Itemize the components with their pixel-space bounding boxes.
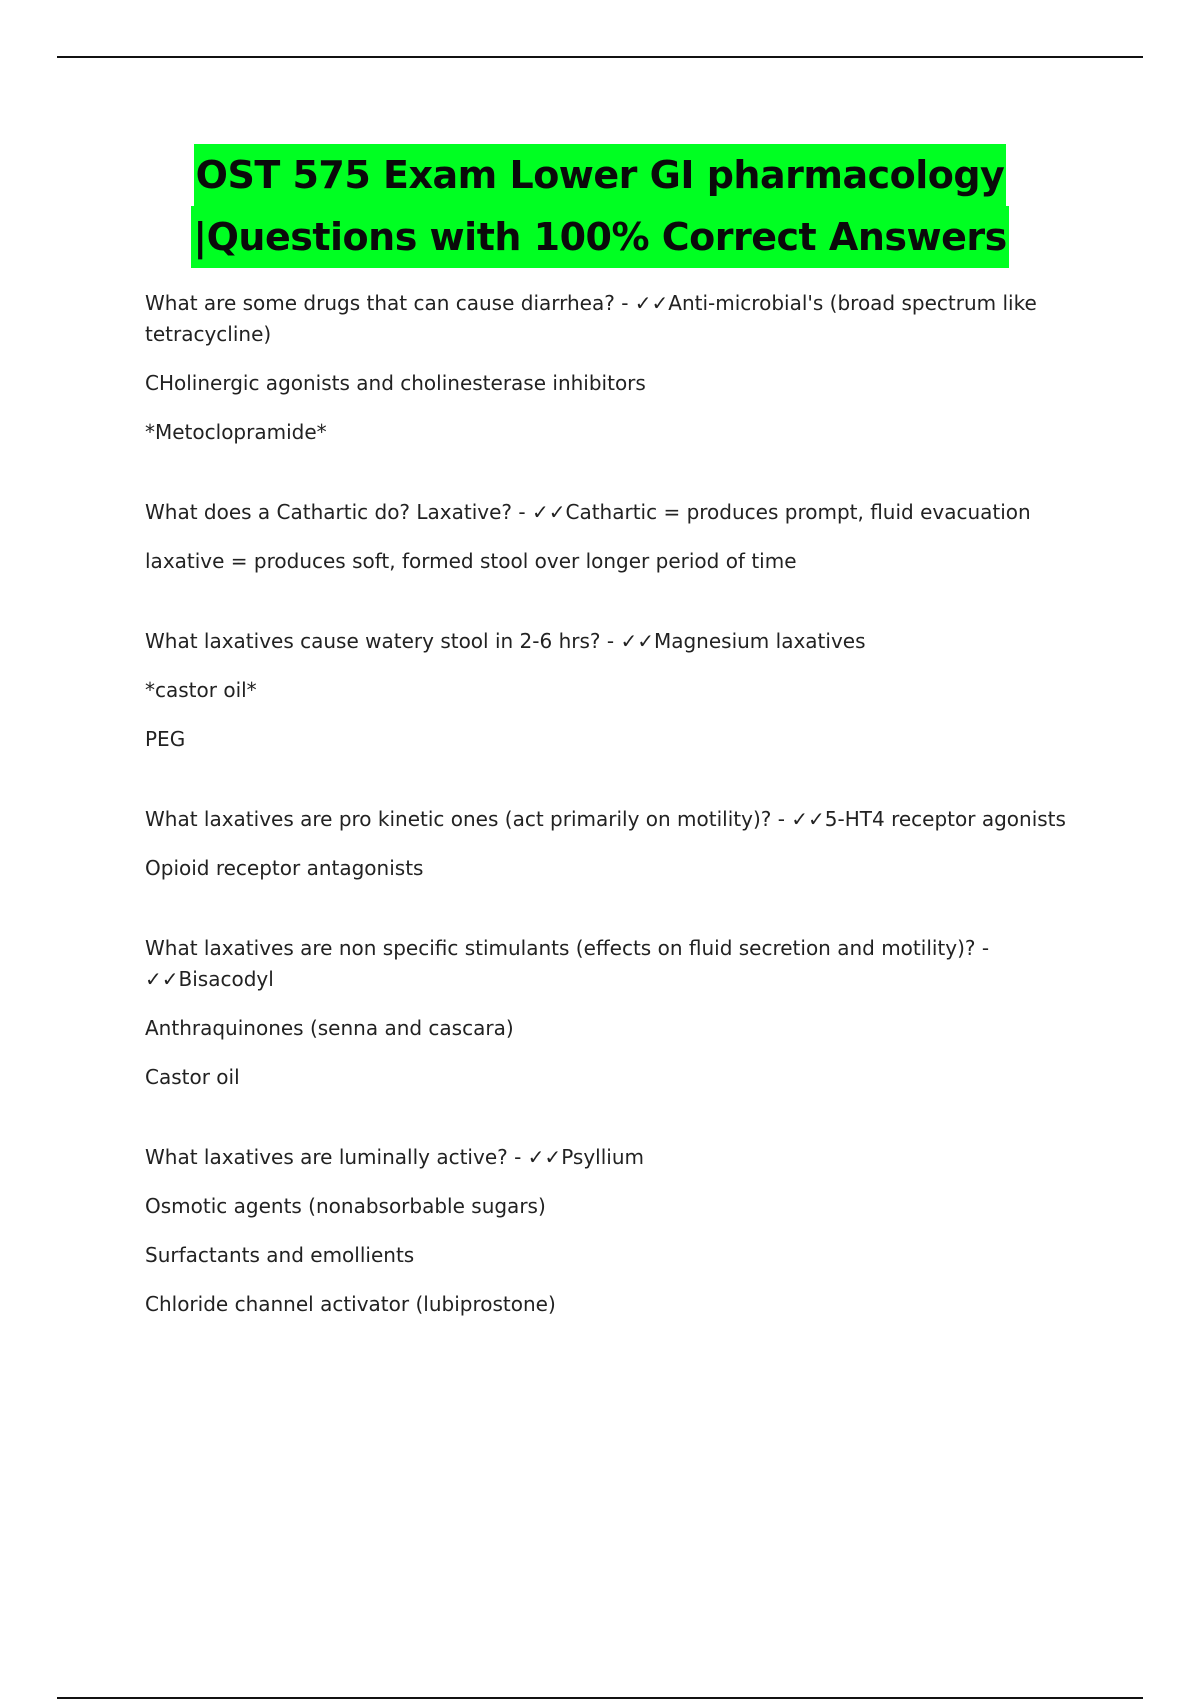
top-rule — [57, 56, 1143, 58]
answer-line: Castor oil — [145, 1065, 240, 1089]
qa-item — [145, 804, 1075, 884]
answer-line: *Metoclopramide* — [145, 420, 327, 444]
qa-item — [145, 497, 1075, 577]
qa-item — [145, 288, 1075, 448]
question-text: What are some drugs that can cause diarrhea? - ✓✓Anti-microbial's (broad spectrum like tetracycline) — [145, 291, 1037, 346]
qa-item — [145, 626, 1075, 755]
title-line-2: |Questions with 100% Correct Answers — [191, 206, 1009, 268]
answer-line: laxative = produces soft, formed stool over longer period of time — [145, 549, 797, 573]
question-text: What laxatives cause watery stool in 2-6 hrs? - ✓✓Magnesium laxatives — [145, 629, 866, 653]
answer-line: Surfactants and emollients — [145, 1243, 415, 1267]
answer-line: Osmotic agents (nonabsorbable sugars) — [145, 1194, 546, 1218]
title-line-1: OST 575 Exam Lower GI pharmacology — [194, 144, 1007, 206]
question-text: What does a Cathartic do? Laxative? - ✓✓Cathartic = produces prompt, fluid evacuation — [145, 500, 1031, 524]
question-text: What laxatives are luminally active? - ✓✓Psyllium — [145, 1145, 644, 1169]
answer-line: *castor oil* — [145, 678, 257, 702]
answer-line: Opioid receptor antagonists — [145, 856, 424, 880]
bottom-rule — [57, 1697, 1143, 1699]
qa-list — [145, 288, 1075, 1369]
answer-line: CHolinergic agonists and cholinesterase inhibitors — [145, 371, 646, 395]
answer-line: Chloride channel activator (lubiprostone) — [145, 1292, 556, 1316]
qa-item — [145, 933, 1075, 1093]
answer-line: PEG — [145, 727, 186, 751]
qa-item — [145, 1142, 1075, 1320]
document-title — [0, 144, 1200, 268]
question-text: What laxatives are pro kinetic ones (act primarily on motility)? - ✓✓5-HT4 receptor agonists — [145, 807, 1066, 831]
question-text: What laxatives are non specific stimulants (effects on fluid secretion and motility)? - ✓✓Bisacodyl — [145, 936, 990, 991]
answer-line: Anthraquinones (senna and cascara) — [145, 1016, 514, 1040]
